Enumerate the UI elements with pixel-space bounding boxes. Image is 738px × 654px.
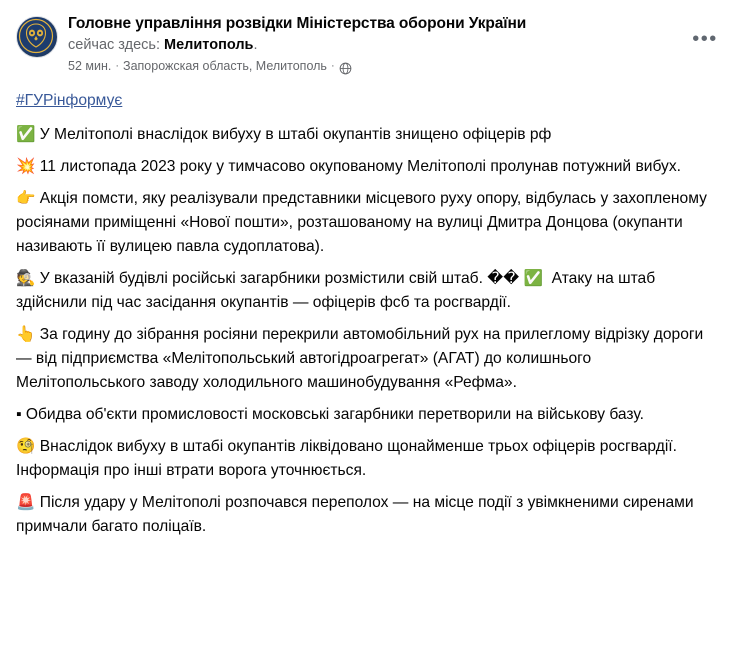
post-paragraph <box>16 323 722 395</box>
gur-emblem-owl-icon <box>17 17 55 55</box>
post-body <box>16 89 722 539</box>
post-paragraph <box>16 435 722 483</box>
globe-icon[interactable] <box>339 62 352 75</box>
avatar[interactable] <box>16 16 58 58</box>
pointing-right-emoji: 👉 <box>16 190 36 207</box>
siren-emoji: 🚨 <box>16 494 36 511</box>
location-name[interactable]: Мелитополь <box>164 37 254 53</box>
post-header <box>16 14 722 75</box>
meta-separator-2: · <box>330 60 335 72</box>
post-hashtag-line <box>16 89 722 113</box>
post-region[interactable]: Запорожская область, Мелитополь <box>123 59 327 73</box>
hashtag-link[interactable]: #ГУРінформує <box>16 92 123 109</box>
monocle-face-emoji: 🧐 <box>16 438 36 455</box>
location-prefix: сейчас здесь: <box>68 37 165 53</box>
paragraph-text: 11 листопада 2023 року у тимчасово окупованому Мелітополі пролунав потужний вибух. <box>35 158 681 175</box>
detective-emoji: 🕵 <box>16 270 36 287</box>
paragraph-text: Після удару у Мелітополі розпочався переполох — на місце події з увімкненими сиренами примчали багато поліцаїв. <box>16 494 698 535</box>
paragraph-text: Внаслідок вибуху в штабі окупантів ліквідовано щонайменше трьох офіцерів росгвардії. Інформація про інші втрати ворога уточнюється. <box>16 438 682 479</box>
meta-separator-1: · <box>115 60 120 72</box>
explosion-emoji: 💥 <box>16 158 36 175</box>
check-mark-emoji: ✅ <box>16 126 36 143</box>
paragraph-text: У Мелітополі внаслідок вибуху в штабі окупантів знищено офіцерів рф <box>35 126 552 143</box>
paragraph-text: За годину до зібрання росіяни перекрили автомобільний рух на прилеглому відрізку дороги — від підприємства «Мелітопольський автогідроагрегат» (АГАТ) до колишнього Мелітопольського заводу холодильного машинобудування «Рефма». <box>16 326 708 391</box>
post-meta <box>68 58 722 75</box>
post-paragraph <box>16 403 722 427</box>
post-paragraph <box>16 123 722 147</box>
post-paragraph <box>16 187 722 259</box>
paragraph-text: Акція помсти, яку реалізували представники місцевого руху опору, відбулась у захопленому росіянами приміщенні «Нової пошти», розташованому на вулиці Дмитра Донцова (окупанти називають її вулицею павла судоплатова). <box>16 190 712 255</box>
post-options-button[interactable] <box>688 22 722 56</box>
post-location-line <box>68 36 722 55</box>
post-header-text <box>68 14 722 75</box>
post-paragraph <box>16 491 722 539</box>
ellipsis-icon: ••• <box>692 28 718 50</box>
black-square-emoji: ▪ <box>16 406 22 423</box>
paragraph-text: Обидва об'єкти промисловості московські загарбники перетворили на військову базу. <box>21 406 644 423</box>
pointing-up-emoji: 👆 <box>16 326 36 343</box>
post-paragraph <box>16 155 722 179</box>
paragraph-text: У вказаній будівлі російські загарбники розмістили свій штаб. �� ✅ Атаку на штаб здійснили під час засідання окупантів — офіцерів фсб та росгвардії. <box>16 270 660 311</box>
location-suffix: . <box>253 37 258 53</box>
page-title[interactable]: Головне управління розвідки Міністерства оборони України <box>68 15 527 32</box>
post-paragraph <box>16 267 722 315</box>
timestamp[interactable]: 52 мин. <box>68 59 112 73</box>
